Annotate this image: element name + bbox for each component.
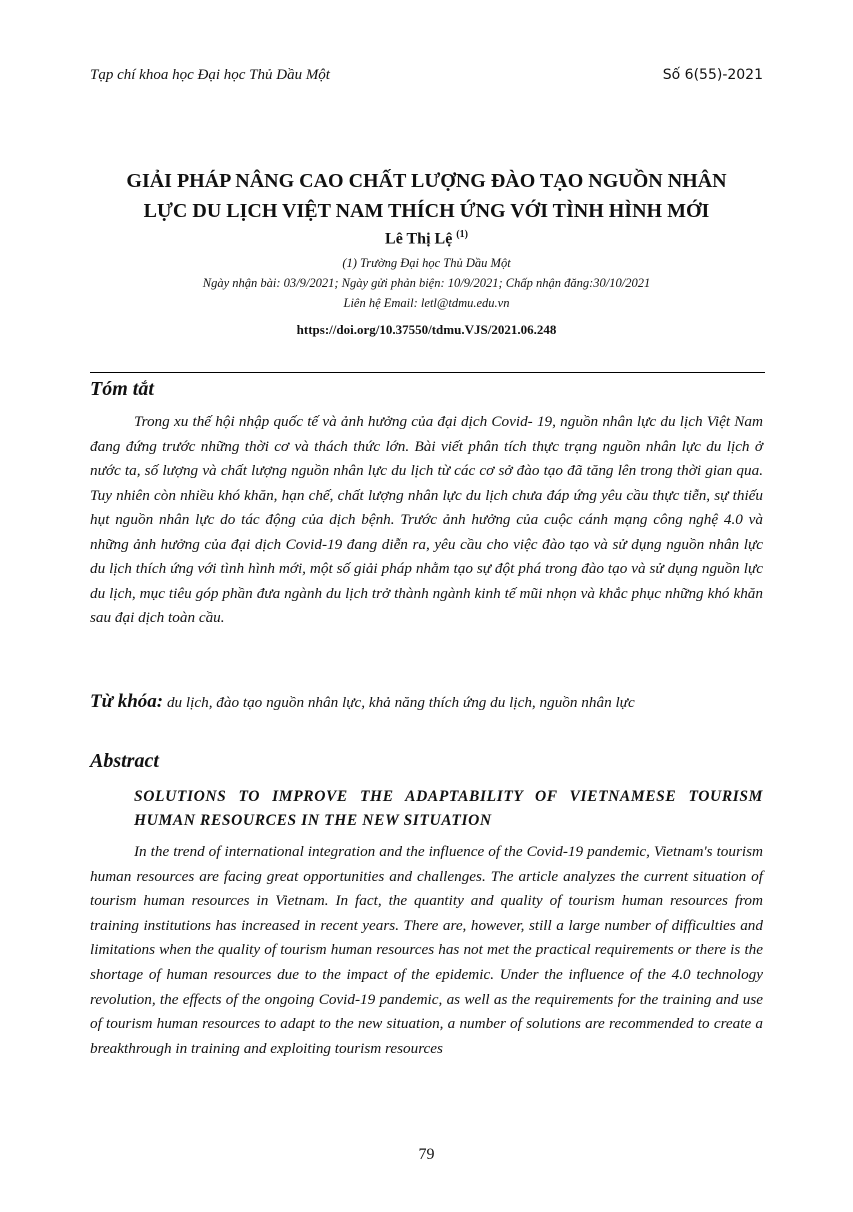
author-line: [0, 229, 853, 248]
affiliation: (1) Trường Đại học Thủ Dầu Một: [342, 256, 511, 270]
article-title: [60, 166, 793, 226]
keywords-label: Từ khóa:: [90, 691, 164, 712]
article-title-line-2: LỰC DU LỊCH VIỆT NAM THÍCH ỨNG VỚI TÌNH HÌNH MỚI: [143, 200, 710, 222]
keywords-text: du lịch, đào tạo nguồn nhân lực, khả năng thích ứng du lịch, nguồn nhân lực: [166, 694, 635, 711]
author-name: Lê Thị Lệ: [385, 230, 453, 248]
doi-link[interactable]: https://doi.org/10.37550/tdmu.VJS/2021.06.248: [296, 322, 557, 337]
article-title-line-1: GIẢI PHÁP NÂNG CAO CHẤT LƯỢNG ĐÀO TẠO NGUỒN NHÂN: [126, 170, 727, 192]
author-affiliation-mark: (1): [456, 229, 468, 240]
summary-paragraph: Trong xu thế hội nhập quốc tế và ảnh hưởng của đại dịch Covid- 19, nguồn nhân lực du lịch Việt Nam đang đứng trước những thời cơ và thách thức lớn. Bài viết phân tích thực trạng nguồn nhân lực du lịch ở nước ta, số lượng và chất lượng nguồn nhân lực du lịch từ các cơ sở đào tạo đã tăng lên trong thời gian qua. Tuy nhiên còn nhiều khó khăn, hạn chế, chất lượng nhân lực du lịch chưa đáp ứng yêu cầu thực tiễn, sự thiếu hụt nguồn nhân lực do tác động của dịch bệnh. Trước ảnh hưởng của cuộc cánh mạng công nghệ 4.0 và những ảnh hưởng của đại dịch Covid-19 đang diễn ra, yêu cầu cho việc đào tạo và sử dụng nguồn nhân lực du lịch thích ứng với tình hình mới, một số giải pháp nhằm tạo sự đột phá trong đào tạo và sử dụng nguồn lực du lịch, mục tiêu góp phần đưa ngành du lịch trở thành ngành kinh tế mũi nhọn và khắc phục những khó khăn sau đại dịch toàn cầu.: [90, 413, 763, 626]
abstract-heading: Abstract: [90, 750, 159, 772]
contact-email: Liên hệ Email: letl@tdmu.edu.vn: [343, 296, 510, 310]
english-title: SOLUTIONS TO IMPROVE THE ADAPTABILITY OF VIETNAMESE TOURISM HUMAN RESOURCES IN THE NEW SITUATION: [134, 788, 763, 829]
section-divider: [90, 372, 765, 373]
summary-heading: Tóm tắt: [90, 378, 154, 400]
abstract-paragraph: In the trend of international integration and the influence of the Covid-19 pandemic, Vietnam's tourism human resources are facing great opportunities and challenges. The article analyzes the current situation of tourism human resources in Vietnam. In fact, the quantity and quality of tourism human resources from training institutions has increased in recent years. There are, however, still a large number of difficulties and limitations when the quality of tourism human resources has not met the practical requirements or there is the shortage of human resources due to the impact of the epidemic. Under the influence of the 4.0 technology revolution, the effects of the ongoing Covid-19 pandemic, as well as the requirements for the training and use of tourism human resources to adapt to the new situation, a number of solutions are recommended to create a breakthrough in training and exploiting tourism resources: [90, 843, 763, 1057]
journal-name: Tạp chí khoa học Đại học Thủ Dầu Một: [90, 67, 330, 83]
running-header: [90, 67, 763, 87]
issue-number: Số 6(55)-2021: [662, 67, 763, 83]
page-number: 79: [418, 1146, 435, 1163]
keywords-block: [90, 690, 763, 715]
submission-dates: Ngày nhận bài: 03/9/2021; Ngày gửi phản biện: 10/9/2021; Chấp nhận đăng:30/10/2021: [202, 276, 651, 290]
